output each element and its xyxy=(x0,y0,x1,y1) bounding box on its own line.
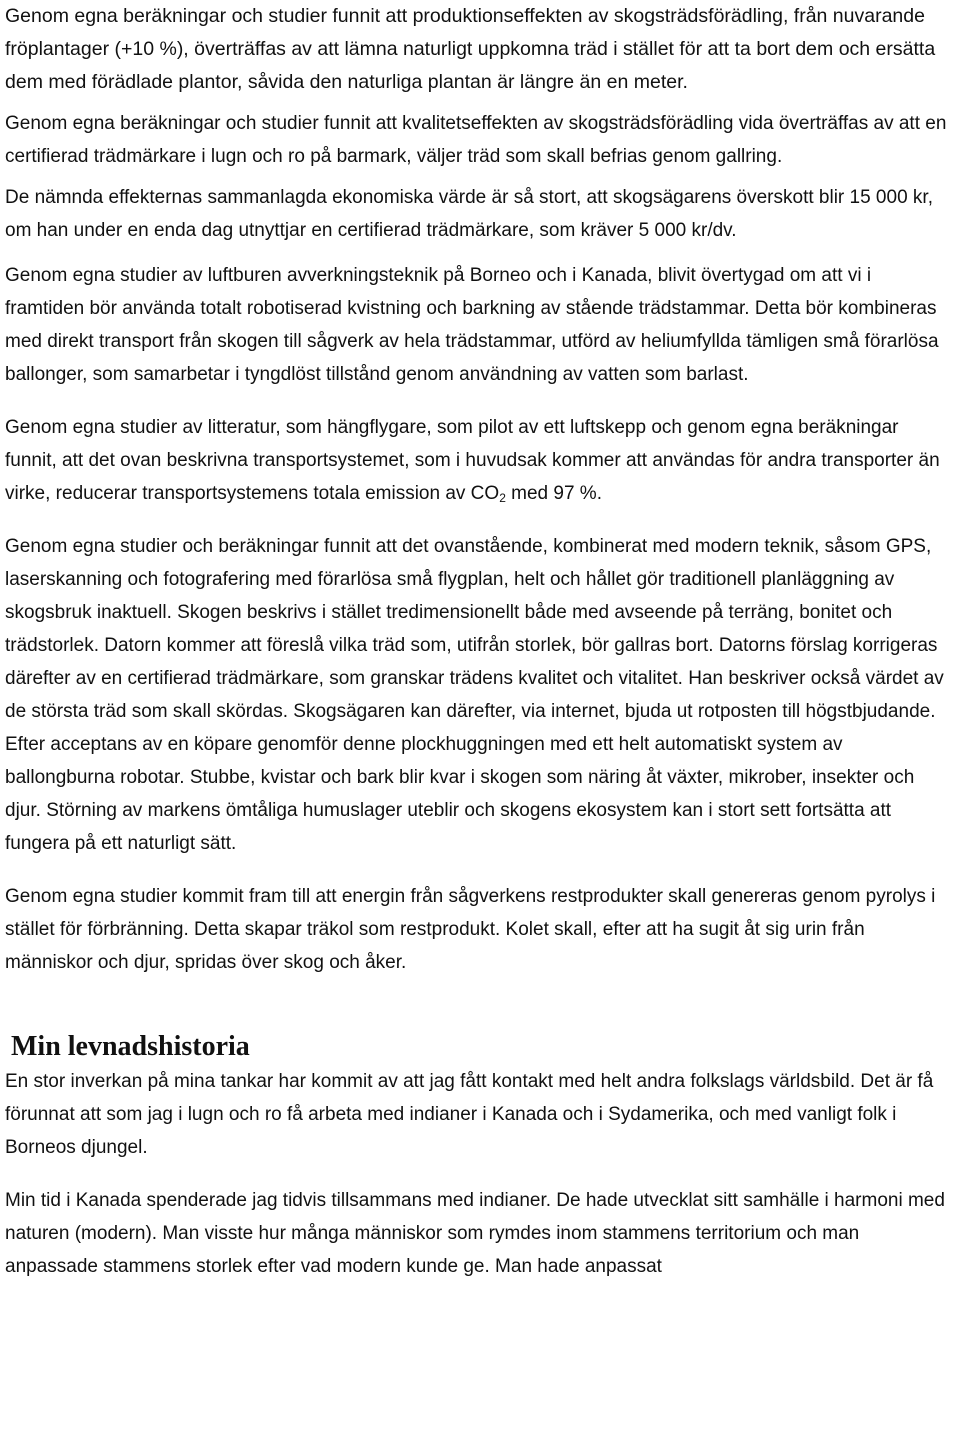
paragraph-text: Genom egna studier av litteratur, som hängflygare, som pilot av ett luftskepp och genom egna beräkningar funnit, att det ovan beskrivna transportsystemet, som i huvudsak kommer att användas för andra transporter än virke, reducerar transportsystemens totala emission av CO xyxy=(5,417,940,504)
paragraph-life-history-intro: En stor inverkan på mina tankar har kommit av att jag fått kontakt med helt andra folkslags världsbild. Det är få förunnat att som jag i lugn och ro få arbeta med indianer i Kanada och i Sydamerika, och med vanligt folk i Borneos djungel. xyxy=(5,1071,934,1158)
paragraph-canada: Min tid i Kanada spenderade jag tidvis tillsammans med indianer. De hade utvecklat sitt samhälle i harmoni med naturen (modern). Man visste hur många människor som rymdes inom stammens territorium och man anpassade stammens storlek efter vad modern kunde ge. Man hade anpassat xyxy=(5,1190,945,1277)
paragraph-economic-value: De nämnda effekternas sammanlagda ekonomiska värde är så stort, att skogsägarens överskott blir 15 000 kr, om han under en enda dag utnyttjar en certifierad trädmärkare, som kräver 5 000 kr/dv. xyxy=(5,187,933,241)
section-heading: Min levnadshistoria xyxy=(11,1031,250,1062)
paragraph-pyrolysis: Genom egna studier kommit fram till att energin från sågverkens restprodukter skall genereras genom pyrolys i stället för förbränning. Detta skapar träkol som restprodukt. Kolet skall, efter att ha sugit åt sig urin från människor och djur, spridas över skog och åker. xyxy=(5,886,936,973)
paragraph-tree-breeding-quality: Genom egna beräkningar och studier funnit att kvalitetseffekten av skogsträdsförädling vida överträffas av att en certifierad trädmärkare i lugn och ro på barmark, väljer träd som skall befrias genom gallring. xyxy=(5,113,947,167)
paragraph-text: med 97 %. xyxy=(505,483,602,504)
co2-subscript: 2 xyxy=(499,491,506,505)
paragraph-transport-emission xyxy=(5,411,955,510)
paragraph-tree-breeding-production: Genom egna beräkningar och studier funnit att produktionseffekten av skogsträdsförädling, från nuvarande fröplantager (+10 %), överträffas av att lämna naturligt uppkomna träd i stället för att ta bort dem och ersätta dem med förädlade plantor, såvida den naturliga plantan är längre än en meter. xyxy=(5,5,936,93)
paragraph-airborne-logging: Genom egna studier av luftburen avverkningsteknik på Borneo och i Kanada, blivit övertygad om att vi i framtiden bör använda totalt robotiserad kvistning och barkning av stående trädstammar. Detta bör kombineras med direkt transport från skogen till sågverk av hela trädstammar, utförd av heliumfyllda tämligen små förarlösa ballonger, som samarbetar i tyngdlöst tillstånd genom användning av vatten som barlast. xyxy=(5,265,939,385)
paragraph-modern-planning: Genom egna studier och beräkningar funnit att det ovanstående, kombinerat med modern teknik, såsom GPS, laserskanning och fotografering med förarlösa små flygplan, helt och hållet gör traditionell planläggning av skogsbruk inaktuell. Skogen beskrivs i stället tredimensionellt både med avseende på terräng, bonitet och trädstorlek. Datorn kommer att föreslå vilka träd som, utifrån storlek, bör gallras bort. Datorns förslag korrigeras därefter av en certifierad trädmärkare, som granskar trädens kvalitet och vitalitet. Han beskriver också värdet av de största träd som skall skördas. Skogsägaren kan därefter, via internet, bjuda ut rotposten till högstbjudande. Efter acceptans av en köpare genomför denne plockhuggningen med ett helt automatiskt system av ballongburna robotar. Stubbe, kvistar och bark blir kvar i skogen som näring åt växter, mikrober, insekter och djur. Störning av markens ömtåliga humuslager uteblir och skogens ekosystem kan i stort sett fortsätta att fungera på ett naturligt sätt. xyxy=(5,536,944,854)
